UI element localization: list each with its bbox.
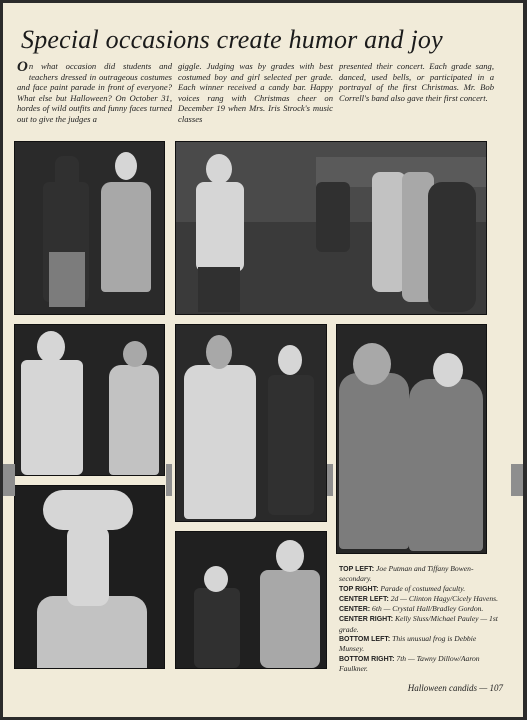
photo-top-left (14, 141, 165, 315)
page-edge-tab-center-right (327, 464, 333, 496)
frog-body (37, 596, 147, 668)
girl-jacket (194, 588, 240, 668)
mask-head (55, 156, 79, 190)
curly-wig-head (353, 343, 391, 385)
photo-center-left (14, 324, 165, 476)
photo-bottom-left (14, 485, 165, 669)
caption-top-left: TOP LEFT: Joe Putman and Tiffany Bowen-secondary. (339, 564, 474, 584)
ghoul-face (206, 335, 232, 369)
witch-figure (428, 182, 476, 312)
caption-top-right: TOP RIGHT: Parade of costumed faculty. (339, 583, 466, 593)
drop-cap: O (17, 59, 28, 75)
caption-bottom-right: BOTTOM RIGHT: 7th — Tawny Dillow/Aaron Faulkner. (339, 653, 480, 673)
photo-center-right (336, 324, 487, 554)
page-edge-tab-right (511, 464, 523, 496)
silver-costume (101, 182, 151, 292)
face (115, 152, 137, 180)
body-text-1: n what occasion did students and teachers dressed in outrageous costumes and face paint parade in front of everyone? What else but Halloween? On October 31, hordes of wild outfits and funny faces turned out to give the judges a (17, 61, 172, 124)
body-column-3 (339, 61, 494, 103)
caption-center-right: CENTER RIGHT: Kelly Sluss/Michael Pauley — 1st grade. (339, 614, 498, 634)
girl-face (204, 566, 228, 592)
page-edge-tab-center-left (166, 464, 172, 496)
photo-captions (339, 564, 499, 673)
page-title: Special occasions create humor and joy (21, 25, 443, 54)
boy-face (276, 540, 304, 572)
boy-face (433, 353, 463, 387)
page-footer: Halloween candids — 107 (407, 683, 503, 693)
photo-bottom-right (175, 531, 327, 669)
caption-bottom-left: BOTTOM LEFT: This unusual frog is Debbie Munsey. (339, 634, 477, 654)
ghost-costume (184, 365, 256, 519)
body-column-1 (17, 61, 172, 125)
dark-trousers (198, 267, 240, 312)
boy-coat (260, 570, 320, 668)
white-costume-figure (372, 172, 406, 292)
page-edge-tab-left (3, 464, 15, 496)
yearbook-page (3, 3, 523, 717)
pirate-face (278, 345, 302, 375)
photo-center (175, 324, 327, 522)
frog-eyes (43, 490, 133, 530)
dancer-figure (316, 182, 350, 252)
hat-head (206, 154, 232, 184)
witch-cloak (339, 373, 409, 549)
body-text-2: giggle. Judging was by grades with best costumed boy and girl selected per grade. Each winner received a candy bar. Happy voices rang with Christmas cheer on December 19 when Mrs. Iris Strock's music classes (178, 61, 333, 124)
caption-center: CENTER: 6th — Crystal Hall/Bradley Gordon. (339, 604, 484, 614)
hooded-cape (409, 379, 483, 551)
body-text-3: presented their concert. Each grade sang, danced, used bells, or participated in a portrayal of the first Christmas. Mr. Bob Correll's band also gave their first concert. (339, 61, 494, 103)
clown-face (37, 331, 65, 363)
boy-costume (21, 360, 83, 475)
body-column-2 (178, 61, 333, 125)
pirate-costume (268, 375, 314, 515)
photo-top-right (175, 141, 487, 315)
girl-face (123, 341, 147, 367)
faculty-figure (196, 182, 244, 272)
caption-center-left: CENTER LEFT: 2d — Clinton Hagy/Cicely Havens. (339, 593, 499, 603)
polka-dot-dress (109, 365, 159, 475)
frog-snout (67, 526, 109, 606)
trousers (49, 252, 85, 307)
